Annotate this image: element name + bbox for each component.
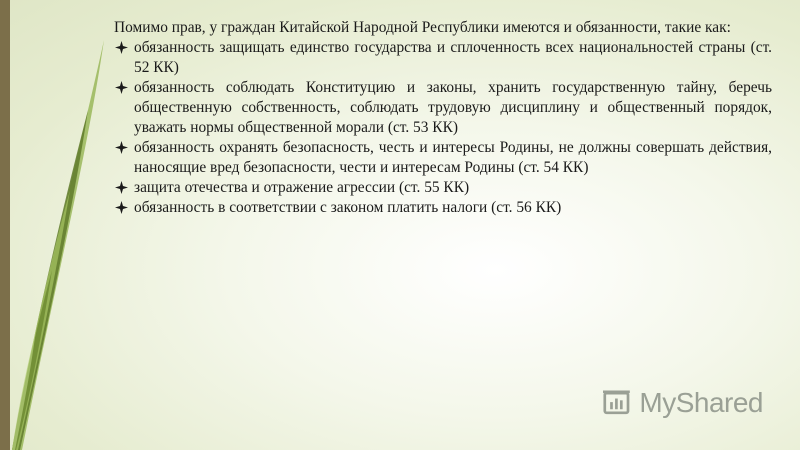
diamond-bullet-icon xyxy=(115,181,128,194)
list-item xyxy=(114,198,772,218)
list-item-text: обязанность соблюдать Конституцию и законы, хранить государственную тайну, беречь общественную собственность, соблюдать трудовую дисциплину и общественный порядок, уважать нормы общественной морали (ст. 53 КК) xyxy=(134,79,772,136)
watermark-text: MyShared xyxy=(639,387,763,418)
myshared-logo-icon xyxy=(603,386,633,420)
list-item xyxy=(114,38,772,78)
duties-list xyxy=(114,38,772,218)
diamond-bullet-icon xyxy=(115,201,128,214)
diamond-bullet-icon xyxy=(115,41,128,54)
list-item-text: обязанность в соответствии с законом платить налоги (ст. 56 КК) xyxy=(134,199,562,216)
list-item-text: защита отечества и отражение агрессии (ст. 55 КК) xyxy=(134,179,470,196)
list-item-text: обязанность защищать единство государства и сплоченность всех национальностей страны (ст. 52 КК) xyxy=(134,39,772,76)
watermark xyxy=(603,385,763,421)
decorative-leaf-stripes xyxy=(0,0,110,450)
list-item-text: обязанность охранять безопасность, честь и интересы Родины, не должны совершать действия, наносящие вред безопасности, чести и интересам Родины (ст. 54 КК) xyxy=(134,139,772,176)
leaf-stripes-group xyxy=(12,40,104,450)
diamond-bullet-icon xyxy=(115,81,128,94)
slide-content xyxy=(114,18,772,218)
list-item xyxy=(114,178,772,198)
intro-paragraph: Помимо прав, у граждан Китайской Народной Республики имеются и обязанности, такие как: xyxy=(114,19,731,36)
list-item xyxy=(114,138,772,178)
diamond-bullet-icon xyxy=(115,141,128,154)
list-item xyxy=(114,78,772,138)
